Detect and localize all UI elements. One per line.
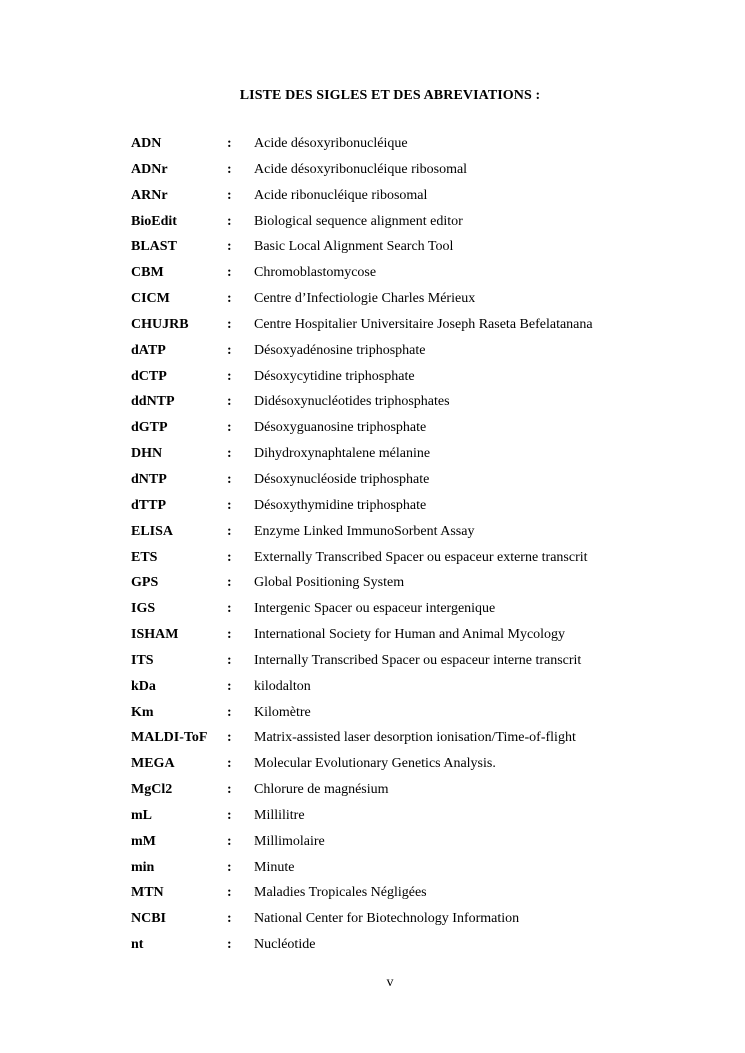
separator-colon: :	[227, 394, 232, 410]
definition: Molecular Evolutionary Genetics Analysis.	[254, 756, 496, 772]
abbreviation: ISHAM	[131, 627, 179, 643]
list-item	[131, 289, 731, 315]
abbreviation: nt	[131, 937, 144, 953]
abbreviation: dTTP	[131, 497, 167, 513]
definition: Acide désoxyribonucléique	[254, 136, 408, 151]
list-item	[131, 418, 731, 444]
abbreviation: dCTP	[131, 368, 167, 384]
separator-colon: :	[227, 316, 232, 332]
list-item	[131, 780, 731, 806]
separator-colon: :	[227, 187, 232, 203]
separator-colon: :	[227, 807, 232, 823]
definition: Internally Transcribed Spacer ou espaceur interne transcrit	[254, 652, 582, 668]
abbreviation: DHN	[131, 446, 163, 462]
list-item	[131, 237, 731, 263]
definition: Maladies Tropicales Négligées	[254, 885, 427, 901]
abbreviation: ELISA	[131, 523, 174, 539]
list-item	[131, 677, 731, 703]
abbreviation: MTN	[131, 885, 164, 901]
list-item	[131, 392, 731, 418]
list-item	[131, 548, 731, 574]
abbreviation: ARNr	[131, 187, 168, 203]
abbreviation: GPS	[131, 575, 159, 591]
separator-colon: :	[227, 136, 232, 151]
abbreviation: ADN	[131, 136, 162, 151]
list-item	[131, 186, 731, 212]
abbreviation: NCBI	[131, 911, 167, 927]
separator-colon: :	[227, 471, 232, 487]
abbreviation: kDa	[131, 678, 156, 694]
definition: Millilitre	[254, 807, 305, 823]
definition: Minute	[254, 859, 295, 875]
abbreviation: BioEdit	[131, 213, 177, 229]
list-item	[131, 703, 731, 729]
definition: Dihydroxynaphtalene mélanine	[254, 446, 431, 462]
list-item	[131, 858, 731, 884]
list-item	[131, 134, 731, 160]
abbreviation: MEGA	[131, 756, 175, 772]
abbreviation: MALDI-ToF	[131, 730, 208, 746]
separator-colon: :	[227, 833, 232, 849]
abbreviation: CICM	[131, 291, 170, 307]
abbreviation: CBM	[131, 265, 164, 281]
separator-colon: :	[227, 859, 232, 875]
definition: Basic Local Alignment Search Tool	[254, 239, 454, 255]
list-item	[131, 470, 731, 496]
separator-colon: :	[227, 782, 232, 798]
definition: Externally Transcribed Spacer ou espaceur externe transcrit	[254, 549, 588, 565]
abbreviation: ETS	[131, 549, 158, 565]
abbreviation: min	[131, 859, 155, 875]
separator-colon: :	[227, 161, 232, 177]
definition: Chlorure de magnésium	[254, 782, 389, 798]
abbreviation: BLAST	[131, 239, 177, 255]
abbreviation: mL	[131, 807, 152, 823]
separator-colon: :	[227, 678, 232, 694]
abbreviation: dNTP	[131, 471, 167, 487]
list-item	[131, 522, 731, 548]
abbreviation: dATP	[131, 342, 166, 358]
list-item	[131, 651, 731, 677]
list-item	[131, 263, 731, 289]
abbreviation: ddNTP	[131, 394, 175, 410]
separator-colon: :	[227, 549, 232, 565]
separator-colon: :	[227, 497, 232, 513]
separator-colon: :	[227, 730, 232, 746]
separator-colon: :	[227, 265, 232, 281]
list-item	[131, 367, 731, 393]
separator-colon: :	[227, 523, 232, 539]
separator-colon: :	[227, 704, 232, 720]
separator-colon: :	[227, 652, 232, 668]
abbreviation: mM	[131, 833, 156, 849]
definition: Matrix-assisted laser desorption ionisation/Time-of-flight	[254, 730, 576, 746]
list-item	[131, 728, 731, 754]
abbreviation: IGS	[131, 601, 156, 617]
list-item	[131, 315, 731, 341]
list-item	[131, 599, 731, 625]
separator-colon: :	[227, 627, 232, 643]
separator-colon: :	[227, 446, 232, 462]
definition: Kilomètre	[254, 704, 311, 720]
definition: Didésoxynucléotides triphosphates	[254, 394, 450, 410]
list-item	[131, 754, 731, 780]
list-item	[131, 625, 731, 651]
definition: International Society for Human and Animal Mycology	[254, 627, 566, 643]
definition: Intergenic Spacer ou espaceur intergenique	[254, 601, 496, 617]
definition: Centre d’Infectiologie Charles Mérieux	[254, 291, 476, 307]
separator-colon: :	[227, 342, 232, 358]
definition: Désoxythymidine triphosphate	[254, 497, 427, 513]
separator-colon: :	[227, 291, 232, 307]
definition: Désoxyadénosine triphosphate	[254, 342, 426, 358]
separator-colon: :	[227, 239, 232, 255]
list-item	[131, 444, 731, 470]
list-item	[131, 573, 731, 599]
definition: Nucléotide	[254, 937, 316, 953]
abbreviation-list	[131, 134, 731, 961]
abbreviation: dGTP	[131, 420, 168, 436]
definition: Millimolaire	[254, 833, 325, 849]
list-item	[131, 341, 731, 367]
abbreviation: CHUJRB	[131, 316, 189, 332]
separator-colon: :	[227, 937, 232, 953]
definition: Acide désoxyribonucléique ribosomal	[254, 161, 468, 177]
abbreviation: MgCl2	[131, 782, 173, 798]
separator-colon: :	[227, 756, 232, 772]
definition: Global Positioning System	[254, 575, 405, 591]
list-item	[131, 909, 731, 935]
definition: Acide ribonucléique ribosomal	[254, 187, 428, 203]
list-item	[131, 935, 731, 961]
list-item	[131, 883, 731, 909]
definition: Enzyme Linked ImmunoSorbent Assay	[254, 523, 475, 539]
definition: Désoxycytidine triphosphate	[254, 368, 415, 384]
list-item	[131, 160, 731, 186]
separator-colon: :	[227, 368, 232, 384]
separator-colon: :	[227, 885, 232, 901]
definition: National Center for Biotechnology Information	[254, 911, 520, 927]
separator-colon: :	[227, 575, 232, 591]
separator-colon: :	[227, 420, 232, 436]
definition: Désoxyguanosine triphosphate	[254, 420, 427, 436]
definition: Chromoblastomycose	[254, 265, 377, 281]
list-item	[131, 212, 731, 238]
page-title: LISTE DES SIGLES ET DES ABREVIATIONS :	[239, 88, 541, 103]
definition: Biological sequence alignment editor	[254, 213, 463, 229]
separator-colon: :	[227, 601, 232, 617]
list-item	[131, 832, 731, 858]
abbreviation: ITS	[131, 652, 154, 668]
definition: Centre Hospitalier Universitaire Joseph Raseta Befelatanana	[254, 316, 593, 332]
definition: kilodalton	[254, 678, 311, 694]
page-number: v	[386, 975, 394, 990]
abbreviation: ADNr	[131, 161, 168, 177]
abbreviation: Km	[131, 704, 154, 720]
definition: Désoxynucléoside triphosphate	[254, 471, 430, 487]
list-item	[131, 496, 731, 522]
list-item	[131, 806, 731, 832]
separator-colon: :	[227, 911, 232, 927]
separator-colon: :	[227, 213, 232, 229]
